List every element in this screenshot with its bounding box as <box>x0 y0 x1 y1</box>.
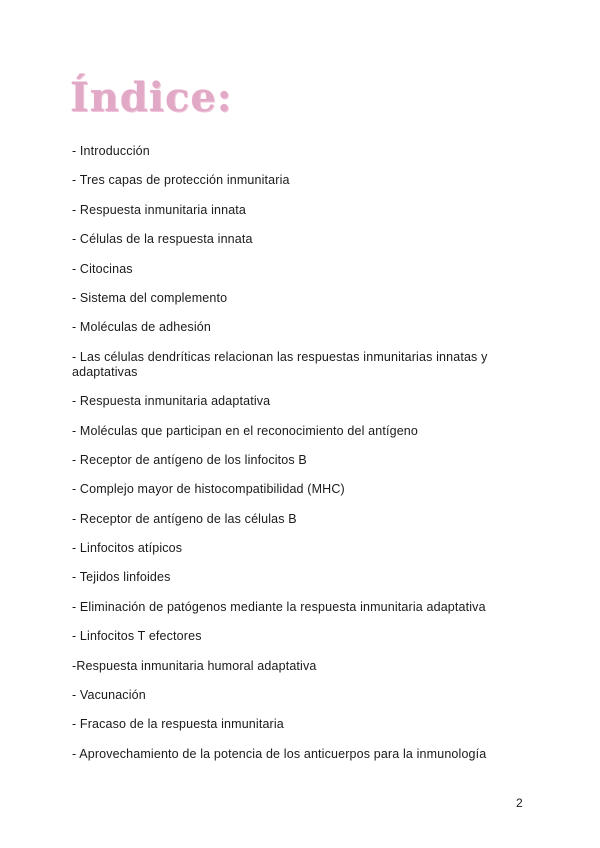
table-of-contents <box>72 144 512 776</box>
toc-item: - Respuesta inmunitaria innata <box>72 202 247 217</box>
toc-item: - Linfocitos T efectores <box>72 629 202 644</box>
toc-item: - Respuesta inmunitaria adaptativa <box>72 394 271 409</box>
toc-item: - Receptor de antígeno de los linfocitos B <box>72 452 307 467</box>
page-title: Índice: <box>70 74 233 121</box>
toc-item: - Linfocitos atípicos <box>72 541 183 556</box>
toc-item: - Aprovechamiento de la potencia de los anticuerpos para la inmunología <box>72 746 487 761</box>
toc-item: - Eliminación de patógenos mediante la respuesta inmunitaria adaptativa <box>72 599 486 614</box>
toc-item: - Moléculas de adhesión <box>72 320 211 335</box>
page-number: 2 <box>516 796 523 810</box>
toc-item: - Moléculas que participan en el reconocimiento del antígeno <box>72 423 419 438</box>
toc-item: - Introducción <box>72 144 150 158</box>
toc-item: - Tejidos linfoides <box>72 570 171 585</box>
toc-item: - Sistema del complemento <box>72 290 228 305</box>
toc-item: - Citocinas <box>72 261 133 276</box>
toc-item: - Vacunación <box>72 688 146 703</box>
toc-item: - Tres capas de protección inmunitaria <box>72 173 290 188</box>
toc-item: - Complejo mayor de histocompatibilidad (MHC) <box>72 482 345 497</box>
toc-item: - Células de la respuesta innata <box>72 232 253 247</box>
toc-item: - Receptor de antígeno de las células B <box>72 511 297 526</box>
toc-item: -Respuesta inmunitaria humoral adaptativa <box>72 658 317 673</box>
toc-item: - Las células dendríticas relacionan las respuestas inmunitarias innatas y adaptativas <box>72 349 488 379</box>
toc-item: - Fracaso de la respuesta inmunitaria <box>72 717 284 732</box>
